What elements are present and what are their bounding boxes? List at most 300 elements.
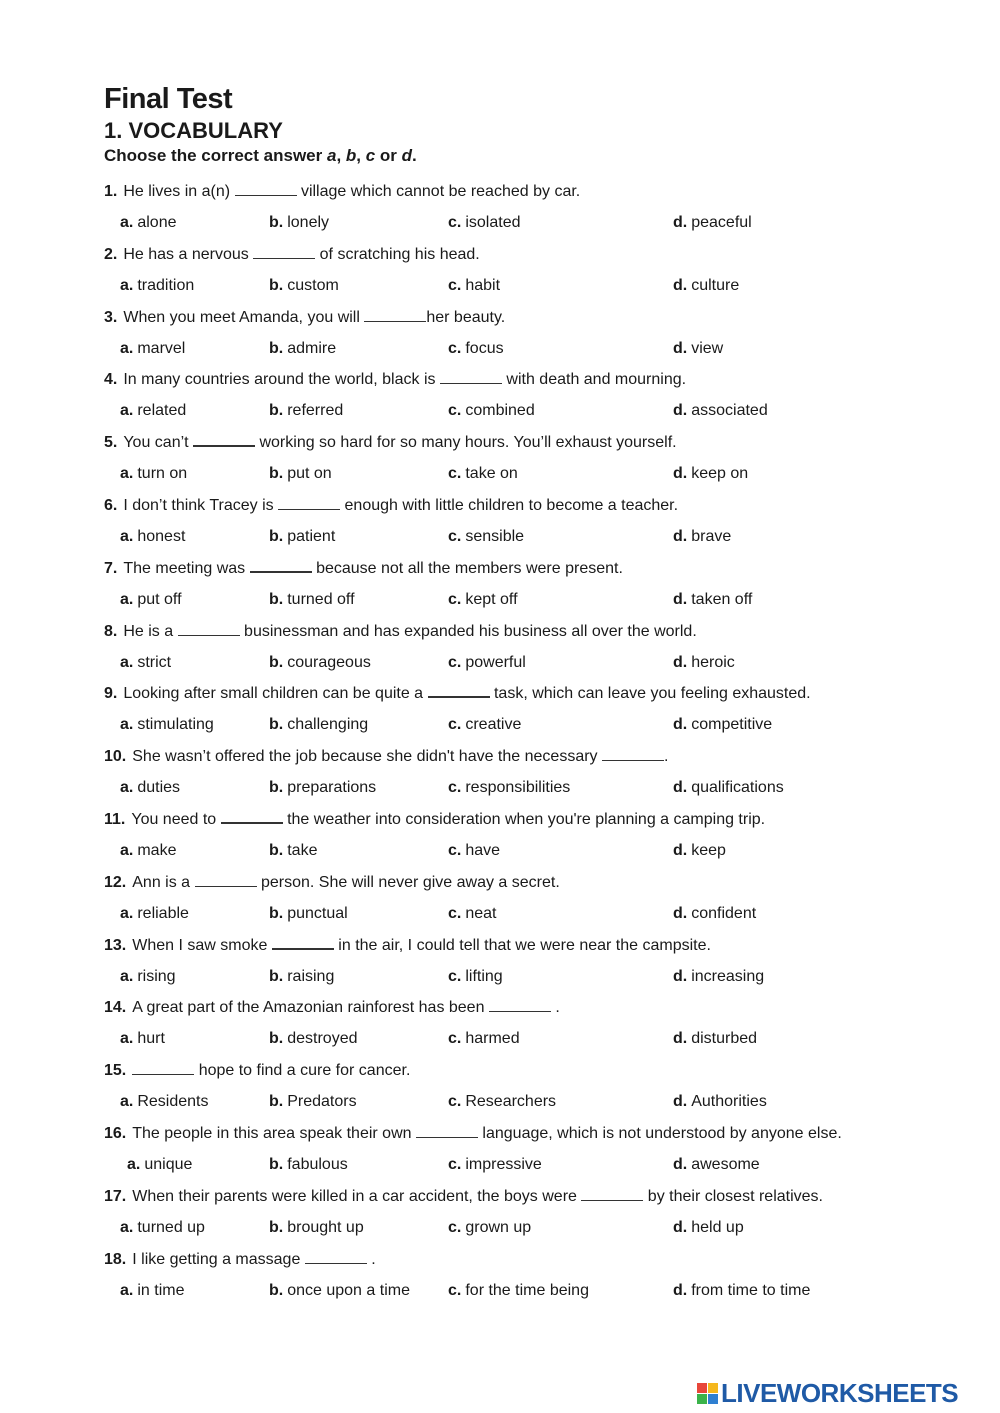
- answer-option[interactable]: [269, 1212, 364, 1243]
- question-item: [104, 1118, 904, 1181]
- option-text: hurt: [137, 1030, 165, 1048]
- logo-text: LIVEWORKSHEETS: [721, 1377, 959, 1408]
- option-letter: a.: [120, 1093, 134, 1111]
- answer-option[interactable]: [120, 647, 171, 678]
- question-text: the weather into consideration when you're planning a camping trip.: [282, 810, 766, 828]
- question-text: I don’t think Tracey is: [123, 496, 279, 514]
- option-text: isolated: [465, 214, 521, 231]
- option-text: raising: [287, 967, 335, 985]
- answer-option[interactable]: [673, 395, 768, 426]
- answer-option[interactable]: [269, 961, 334, 992]
- answer-option[interactable]: [269, 647, 371, 678]
- answer-option[interactable]: [120, 395, 186, 426]
- option-letter: a.: [120, 527, 134, 545]
- option-letter: c.: [448, 1030, 462, 1048]
- option-text: kept off: [465, 590, 518, 608]
- answer-options: [104, 647, 904, 678]
- option-text: associated: [691, 402, 768, 420]
- question-text: When you meet Amanda, you will: [123, 308, 365, 326]
- question-stem: [104, 364, 904, 395]
- option-letter: d.: [673, 967, 688, 985]
- option-letter: b.: [269, 967, 284, 985]
- answer-options: [104, 709, 904, 740]
- answer-option[interactable]: [673, 270, 739, 301]
- option-letter: d.: [673, 402, 688, 420]
- answer-option[interactable]: [269, 835, 317, 866]
- option-letter: d.: [673, 1093, 688, 1111]
- question-item: [104, 992, 904, 1055]
- answer-option[interactable]: [448, 584, 518, 615]
- option-text: responsibilities: [465, 779, 571, 797]
- answer-option[interactable]: [269, 898, 348, 929]
- logo-square: [708, 1383, 718, 1393]
- option-text: in time: [137, 1281, 185, 1299]
- logo-square: [708, 1394, 718, 1404]
- answer-option[interactable]: [673, 898, 756, 929]
- option-text: Residents: [137, 1093, 209, 1111]
- option-text: put on: [287, 465, 332, 483]
- option-text: heroic: [691, 653, 735, 671]
- question-stem: [104, 427, 904, 458]
- answer-options: [104, 961, 904, 992]
- option-text: reliable: [137, 904, 189, 922]
- answer-option[interactable]: [448, 835, 500, 866]
- option-text: focus: [465, 339, 504, 357]
- answer-option[interactable]: [269, 584, 355, 615]
- answer-option[interactable]: [673, 647, 735, 678]
- question-number: 6.: [104, 496, 118, 514]
- answer-option[interactable]: [127, 1149, 192, 1180]
- answer-option[interactable]: [673, 1149, 760, 1180]
- option-text: taken off: [691, 590, 753, 608]
- option-text: view: [691, 339, 724, 357]
- answer-option[interactable]: [673, 333, 723, 364]
- answer-option[interactable]: [120, 584, 182, 615]
- answer-option[interactable]: [673, 458, 748, 489]
- option-letter: d.: [673, 716, 688, 734]
- answer-options: [104, 584, 904, 615]
- option-text: take: [287, 841, 318, 859]
- option-letter: d.: [673, 465, 688, 483]
- option-letter: d.: [673, 1281, 688, 1299]
- question-text: in the air, I could tell that we were near the campsite.: [333, 936, 711, 954]
- option-text: courageous: [287, 653, 371, 671]
- answer-options: [104, 1212, 904, 1243]
- option-text: for the time being: [465, 1281, 589, 1299]
- answer-option[interactable]: [120, 709, 214, 740]
- option-letter: a.: [120, 590, 134, 608]
- option-text: Predators: [287, 1093, 357, 1111]
- option-letter: c.: [448, 214, 462, 231]
- answer-blank[interactable]: [132, 1060, 194, 1075]
- answer-blank[interactable]: [416, 1123, 478, 1138]
- option-letter: a.: [120, 214, 134, 231]
- answer-option[interactable]: [120, 333, 185, 364]
- option-text: tradition: [137, 276, 195, 294]
- answer-option[interactable]: [269, 270, 339, 301]
- answer-option[interactable]: [120, 207, 177, 238]
- answer-options: [104, 333, 904, 364]
- question-text: .: [550, 999, 560, 1017]
- answer-option[interactable]: [269, 458, 332, 489]
- answer-option[interactable]: [120, 270, 194, 301]
- page-title: Final Test: [104, 83, 233, 115]
- option-letter: b.: [269, 716, 284, 734]
- option-text: qualifications: [691, 779, 784, 797]
- option-text: turned off: [287, 590, 355, 608]
- question-text: .: [366, 1250, 376, 1268]
- question-item: [104, 302, 904, 365]
- question-number: 2.: [104, 245, 118, 263]
- option-text: custom: [287, 276, 339, 294]
- answer-option[interactable]: [120, 835, 176, 866]
- answer-option[interactable]: [120, 961, 176, 992]
- answer-options: [104, 207, 904, 238]
- question-number: 17.: [104, 1187, 127, 1205]
- option-letter: a.: [127, 1155, 141, 1173]
- answer-option[interactable]: [673, 709, 772, 740]
- question-stem: [104, 678, 904, 709]
- option-letter: d.: [673, 653, 688, 671]
- answer-option[interactable]: [448, 898, 496, 929]
- question-stem: [104, 804, 904, 835]
- instructions: Choose the correct answer a, b, c or d.: [104, 146, 417, 165]
- question-number: 5.: [104, 434, 118, 452]
- question-text: with death and mourning.: [501, 371, 687, 389]
- option-letter: d.: [673, 1155, 688, 1173]
- option-text: turned up: [137, 1218, 205, 1236]
- question-stem: [104, 239, 904, 270]
- question-item: [104, 741, 904, 804]
- option-letter: a.: [120, 967, 134, 985]
- answer-option[interactable]: [673, 835, 726, 866]
- option-letter: a.: [120, 841, 134, 859]
- answer-option[interactable]: [448, 647, 526, 678]
- question-number: 18.: [104, 1250, 127, 1268]
- answer-blank[interactable]: [178, 621, 240, 636]
- question-stem: [104, 1244, 904, 1275]
- option-text: habit: [465, 276, 501, 294]
- logo-square: [697, 1383, 707, 1393]
- question-text: When I saw smoke: [132, 936, 272, 954]
- answer-option[interactable]: [269, 1149, 348, 1180]
- option-letter: c.: [448, 1093, 462, 1111]
- option-letter: b.: [269, 1281, 284, 1299]
- answer-blank[interactable]: [602, 746, 664, 761]
- answer-blank[interactable]: [195, 872, 257, 887]
- answer-option[interactable]: [448, 458, 518, 489]
- answer-blank[interactable]: [364, 307, 426, 322]
- answer-blank[interactable]: [428, 682, 490, 698]
- option-text: turn on: [137, 465, 188, 483]
- question-text: task, which can leave you feeling exhausted.: [489, 685, 811, 703]
- question-number: 3.: [104, 308, 118, 326]
- liveworksheets-logo: [697, 1376, 958, 1410]
- answer-option[interactable]: [448, 333, 504, 364]
- option-letter: a.: [120, 716, 134, 734]
- option-text: creative: [465, 716, 522, 734]
- option-text: alone: [137, 214, 177, 231]
- answer-option[interactable]: [448, 207, 521, 238]
- option-letter: c.: [448, 1281, 462, 1299]
- answer-blank[interactable]: [235, 181, 297, 196]
- answer-option[interactable]: [448, 1149, 542, 1180]
- option-letter: b.: [269, 1218, 284, 1236]
- option-letter: d.: [673, 841, 688, 859]
- answer-option[interactable]: [269, 207, 329, 238]
- logo-square: [697, 1394, 707, 1404]
- answer-option[interactable]: [269, 1086, 357, 1117]
- option-text: punctual: [287, 904, 348, 922]
- answer-options: [104, 1086, 904, 1117]
- answer-option[interactable]: [448, 1275, 589, 1306]
- answer-option[interactable]: [673, 1086, 767, 1117]
- question-text: A great part of the Amazonian rainforest has been: [132, 999, 489, 1017]
- answer-options: [104, 395, 904, 426]
- answer-option[interactable]: [448, 1212, 531, 1243]
- question-text: I like getting a massage: [132, 1250, 305, 1268]
- option-text: once upon a time: [287, 1281, 410, 1299]
- option-letter: a.: [120, 1281, 134, 1299]
- question-text: by their closest relatives.: [643, 1187, 823, 1205]
- option-text: challenging: [287, 716, 369, 734]
- answer-blank[interactable]: [278, 495, 340, 510]
- answer-option[interactable]: [448, 270, 500, 301]
- answer-blank[interactable]: [305, 1249, 367, 1264]
- question-text: You need to: [131, 810, 221, 828]
- option-letter: c.: [448, 716, 462, 734]
- section-title: 1. VOCABULARY: [104, 118, 283, 143]
- answer-blank[interactable]: [250, 557, 312, 573]
- option-text: stimulating: [137, 716, 214, 734]
- option-text: combined: [465, 402, 535, 420]
- question-text: She wasn’t offered the job because she didn't have the necessary: [132, 748, 602, 766]
- answer-option[interactable]: [673, 521, 731, 552]
- answer-option[interactable]: [448, 1023, 520, 1054]
- question-stem: [104, 1055, 904, 1086]
- question-text: .: [663, 748, 669, 766]
- option-letter: d.: [673, 339, 688, 357]
- answer-options: [104, 1275, 904, 1306]
- answer-option[interactable]: [269, 521, 335, 552]
- option-letter: b.: [269, 779, 284, 797]
- option-letter: d.: [673, 214, 688, 231]
- question-number: 7.: [104, 559, 118, 577]
- answer-option[interactable]: [120, 772, 180, 803]
- option-letter: b.: [269, 339, 284, 357]
- answer-options: [104, 1149, 904, 1180]
- question-number: 1.: [104, 183, 118, 200]
- question-text: You can’t: [123, 434, 194, 452]
- question-item: [104, 427, 904, 490]
- option-letter: c.: [448, 276, 462, 294]
- option-text: lifting: [465, 967, 503, 985]
- question-text: He has a nervous: [123, 245, 254, 263]
- option-text: lonely: [287, 214, 330, 231]
- question-number: 4.: [104, 371, 118, 389]
- option-text: take on: [465, 465, 518, 483]
- question-number: 10.: [104, 748, 127, 766]
- question-text: Looking after small children can be quite a: [123, 685, 428, 703]
- option-text: keep: [691, 841, 726, 859]
- question-number: 16.: [104, 1124, 127, 1142]
- option-letter: b.: [269, 653, 284, 671]
- option-text: disturbed: [691, 1030, 758, 1048]
- answer-option[interactable]: [448, 772, 570, 803]
- option-text: neat: [465, 904, 497, 922]
- question-text: her beauty.: [426, 308, 506, 326]
- question-text: of scratching his head.: [315, 245, 480, 263]
- answer-option[interactable]: [673, 1023, 757, 1054]
- option-letter: a.: [120, 276, 134, 294]
- question-stem: [104, 930, 904, 961]
- option-letter: c.: [448, 904, 462, 922]
- answer-options: [104, 772, 904, 803]
- answer-blank[interactable]: [221, 808, 283, 824]
- option-letter: d.: [673, 276, 688, 294]
- option-letter: d.: [673, 1030, 688, 1048]
- question-number: 15.: [104, 1062, 127, 1080]
- question-item: [104, 1244, 904, 1307]
- question-item: [104, 1055, 904, 1118]
- question-item: [104, 364, 904, 427]
- option-text: powerful: [465, 653, 526, 671]
- question-item: [104, 1181, 904, 1244]
- question-text: Ann is a: [132, 873, 195, 891]
- answer-option[interactable]: [269, 772, 376, 803]
- option-letter: a.: [120, 1218, 134, 1236]
- logo-icon: [697, 1383, 718, 1404]
- option-letter: b.: [269, 527, 284, 545]
- answer-option[interactable]: [448, 1086, 556, 1117]
- option-letter: b.: [269, 214, 284, 231]
- answer-option[interactable]: [448, 961, 503, 992]
- answer-option[interactable]: [269, 1275, 410, 1306]
- option-letter: a.: [120, 653, 134, 671]
- question-text: working so hard for so many hours. You’ll exhaust yourself.: [255, 434, 677, 452]
- option-letter: c.: [448, 653, 462, 671]
- option-letter: b.: [269, 1093, 284, 1111]
- question-item: [104, 678, 904, 741]
- question-item: [104, 867, 904, 930]
- question-text: hope to find a cure for cancer.: [194, 1062, 411, 1080]
- option-text: admire: [287, 339, 337, 357]
- answer-blank[interactable]: [253, 244, 315, 259]
- option-text: preparations: [287, 779, 377, 797]
- answer-option[interactable]: [120, 898, 189, 929]
- option-letter: c.: [448, 1218, 462, 1236]
- option-letter: b.: [269, 465, 284, 483]
- option-letter: d.: [673, 779, 688, 797]
- option-letter: d.: [673, 527, 688, 545]
- option-text: related: [137, 402, 187, 420]
- answer-option[interactable]: [120, 1275, 184, 1306]
- answer-options: [104, 270, 904, 301]
- option-text: referred: [287, 402, 344, 420]
- option-letter: b.: [269, 1030, 284, 1048]
- option-text: Authorities: [691, 1093, 767, 1111]
- answer-option[interactable]: [448, 709, 521, 740]
- question-text: enough with little children to become a teacher.: [340, 496, 679, 514]
- answer-blank[interactable]: [193, 431, 255, 447]
- answer-option[interactable]: [448, 395, 535, 426]
- question-text: businessman and has expanded his business all over the world.: [239, 622, 697, 640]
- answer-option[interactable]: [673, 1212, 744, 1243]
- answer-options: [104, 521, 904, 552]
- question-text: language, which is not understood by anyone else.: [477, 1124, 842, 1142]
- question-stem: [104, 1181, 904, 1212]
- question-stem: [104, 992, 904, 1023]
- option-letter: c.: [448, 590, 462, 608]
- answer-option[interactable]: [673, 207, 752, 238]
- question-stem: [104, 867, 904, 898]
- option-text: honest: [137, 527, 186, 545]
- answer-option[interactable]: [673, 1275, 810, 1306]
- answer-option[interactable]: [673, 961, 764, 992]
- option-text: increasing: [691, 967, 765, 985]
- option-text: brought up: [287, 1218, 364, 1236]
- option-letter: b.: [269, 841, 284, 859]
- answer-blank[interactable]: [272, 934, 334, 950]
- answer-blank[interactable]: [581, 1186, 643, 1201]
- option-text: make: [137, 841, 177, 859]
- question-text: person. She will never give away a secret.: [256, 873, 560, 891]
- option-text: fabulous: [287, 1155, 348, 1173]
- question-text: village which cannot be reached by car.: [296, 183, 581, 200]
- question-stem: [104, 1118, 904, 1149]
- answer-blank[interactable]: [489, 997, 551, 1012]
- question-number: 9.: [104, 685, 118, 703]
- answer-option[interactable]: [673, 772, 784, 803]
- answer-option[interactable]: [673, 584, 752, 615]
- answer-option[interactable]: [120, 1023, 165, 1054]
- option-text: from time to time: [691, 1281, 811, 1299]
- option-letter: d.: [673, 1218, 688, 1236]
- question-item: [104, 239, 904, 302]
- option-letter: c.: [448, 841, 462, 859]
- option-text: keep on: [691, 465, 749, 483]
- question-number: 14.: [104, 999, 127, 1017]
- answer-option[interactable]: [448, 521, 524, 552]
- answer-options: [104, 458, 904, 489]
- question-text: He lives in a(n): [123, 183, 235, 200]
- option-text: Researchers: [465, 1093, 557, 1111]
- answer-option[interactable]: [269, 1023, 357, 1054]
- option-letter: a.: [120, 339, 134, 357]
- option-letter: b.: [269, 590, 284, 608]
- option-text: impressive: [465, 1155, 542, 1173]
- question-text: He is a: [123, 622, 178, 640]
- question-text: The people in this area speak their own: [132, 1124, 416, 1142]
- answer-option[interactable]: [120, 1086, 209, 1117]
- answer-option[interactable]: [120, 521, 185, 552]
- question-item: [104, 804, 904, 867]
- question-item: [104, 616, 904, 679]
- option-text: duties: [137, 779, 181, 797]
- answer-option[interactable]: [120, 1212, 205, 1243]
- answer-options: [104, 1023, 904, 1054]
- answer-option[interactable]: [269, 395, 343, 426]
- answer-option[interactable]: [120, 458, 187, 489]
- question-number: 11.: [104, 810, 126, 828]
- option-text: culture: [691, 276, 740, 294]
- option-text: peaceful: [691, 214, 752, 231]
- answer-blank[interactable]: [440, 369, 502, 384]
- answer-option[interactable]: [269, 709, 368, 740]
- option-letter: b.: [269, 1155, 284, 1173]
- answer-option[interactable]: [269, 333, 336, 364]
- option-text: put off: [137, 590, 182, 608]
